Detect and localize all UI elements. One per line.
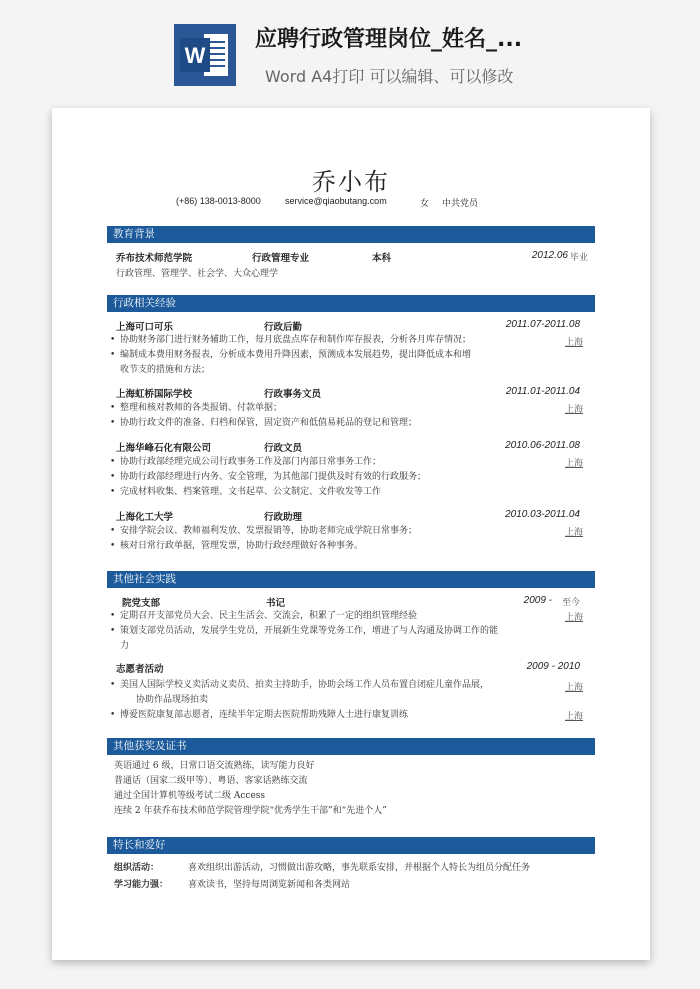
hobby-label: 学习能力强：	[114, 880, 169, 890]
social-location: 上海	[565, 683, 584, 693]
resume-page	[52, 108, 650, 960]
hobby-label: 组织活动：	[114, 863, 160, 873]
job-role: 行政助理	[264, 512, 303, 523]
social-date: 2009 -	[523, 595, 552, 606]
phone: (+86) 138-0013-8000	[176, 196, 261, 206]
social-date-end: 至今	[561, 598, 580, 608]
candidate-name: 乔小布	[312, 168, 390, 196]
job-company: 上海化工大学	[116, 512, 174, 523]
cert-line: 通过全国计算机等级考试二级 Access	[114, 791, 266, 801]
bullet: • 美国人国际学校义卖活动义卖员、拍卖主持助手，协助会场工作人员布置自闭症儿童作品展，	[120, 678, 550, 693]
cert-line: 普通话（国家二级甲等）、粤语、客家话熟练交流	[114, 776, 308, 786]
social-org: 志愿者活动	[116, 664, 164, 675]
cert-line: 连续 2 年获乔布技术师范学院管理学院“优秀学生干部”和“先进个人”	[114, 806, 387, 816]
job-date: 2010.03-2011.04	[505, 509, 580, 520]
major: 行政管理专业	[252, 253, 310, 264]
job-row	[116, 319, 588, 333]
cert-line: 英语通过 6 级，日常口语交流熟练，读写能力良好	[114, 761, 315, 771]
job-location: 上海	[565, 459, 584, 469]
bullet-continuation: 收节支的措施和方法；	[120, 365, 211, 375]
bullet-continuation: 协助作品现场拍卖	[136, 695, 209, 705]
bullet: • 定期召开支部党员大会、民主生活会、交流会，积累了一定的组织管理经验	[120, 609, 550, 624]
social-date: 2009 - 2010	[526, 661, 580, 672]
social-location: 上海	[565, 712, 584, 722]
document-header	[0, 0, 700, 100]
job-company: 上海可口可乐	[116, 322, 174, 333]
bullet: • 协助行政文件的准备、归档和保管，固定资产和低值易耗品的登记和管理；	[120, 416, 550, 431]
job-location: 上海	[565, 528, 584, 538]
job-date: 2011.07-2011.08	[505, 319, 580, 330]
job-company: 上海华峰石化有限公司	[116, 443, 212, 454]
job-location: 上海	[565, 405, 584, 415]
section-education-heading: 教育背景	[107, 226, 595, 243]
bullet: • 策划支部党员活动，发展学生党员，开展新生党课等党务工作，增进了与人沟通及协调工作的能	[120, 624, 550, 639]
social-role: 书记	[266, 598, 286, 609]
section-certs-heading: 其他获奖及证书	[107, 738, 595, 755]
hobby-text: 喜欢读书，坚持每周浏览新闻和各类网站	[188, 880, 351, 890]
job-date: 2010.06-2011.08	[505, 440, 580, 451]
job-role: 行政事务文员	[264, 389, 322, 400]
social-location: 上海	[565, 613, 584, 623]
social-row	[116, 661, 588, 675]
social-row	[116, 595, 588, 609]
word-document-icon	[174, 24, 236, 86]
document-title: 应聘行政管理岗位_姓名_...	[255, 27, 523, 52]
svg-text:W: W	[184, 43, 206, 68]
degree: 本科	[372, 253, 392, 264]
job-role: 行政文员	[264, 443, 303, 454]
education-date: 2012.06	[531, 250, 568, 261]
courses: 行政管理、管理学、社会学、大众心理学	[116, 269, 279, 279]
job-row	[116, 509, 588, 523]
bullet: • 安排学院会议、教师福利发放、发票报销等，协助老师完成学院日常事务；	[120, 524, 550, 539]
bullet-continuation: 力	[120, 641, 130, 651]
bullet: • 核对日常行政单据，管理发票，协助行政经理做好各种事务。	[120, 539, 550, 554]
section-hobbies-heading: 特长和爱好	[107, 837, 595, 854]
bullet: • 整理和核对教师的各类报销、付款单据；	[120, 401, 550, 416]
bullet: • 完成材料收集、档案管理、文书起草、公文制定、文件收发等工作	[120, 485, 550, 500]
political-status: 中共党员	[442, 199, 479, 209]
job-row	[116, 440, 588, 454]
bullet: • 协助财务部门进行财务辅助工作，每月底盘点库存和制作库存报表，分析各月库存情况；	[120, 333, 550, 348]
job-role: 行政后勤	[264, 322, 303, 333]
job-location: 上海	[565, 338, 584, 348]
bullet: • 协助行政部经理进行内务、安全管理，为其他部门提供及时有效的行政服务；	[120, 470, 550, 485]
document-subtitle: Word A4打印 可以编辑、可以修改	[265, 67, 514, 86]
section-social-heading: 其他社会实践	[107, 571, 595, 588]
education-row	[116, 250, 588, 264]
email: service@qiaobutang.com	[285, 196, 387, 206]
bullet: • 博爱医院康复部志愿者，连续半年定期去医院帮助残障人士进行康复训练	[120, 708, 550, 723]
gender: 女	[420, 199, 430, 209]
hobby-text: 喜欢组织出游活动，习惯做出游攻略，事先联系安排，并根据个人特长为组员分配任务	[188, 863, 531, 873]
job-row	[116, 386, 588, 400]
section-experience-heading: 行政相关经验	[107, 295, 595, 312]
job-company: 上海虹桥国际学校	[116, 389, 193, 400]
school: 乔布技术师范学院	[116, 253, 193, 264]
social-org: 院党支部	[122, 598, 161, 609]
bullet: • 协助行政部经理完成公司行政事务工作及部门内部日常事务工作；	[120, 455, 550, 470]
bullet: • 编制成本费用财务报表，分析成本费用升降因素，预测成本发展趋势，提出降低成本和增	[120, 348, 550, 363]
education-status: 毕业	[569, 253, 588, 263]
job-date: 2011.01-2011.04	[505, 386, 580, 397]
